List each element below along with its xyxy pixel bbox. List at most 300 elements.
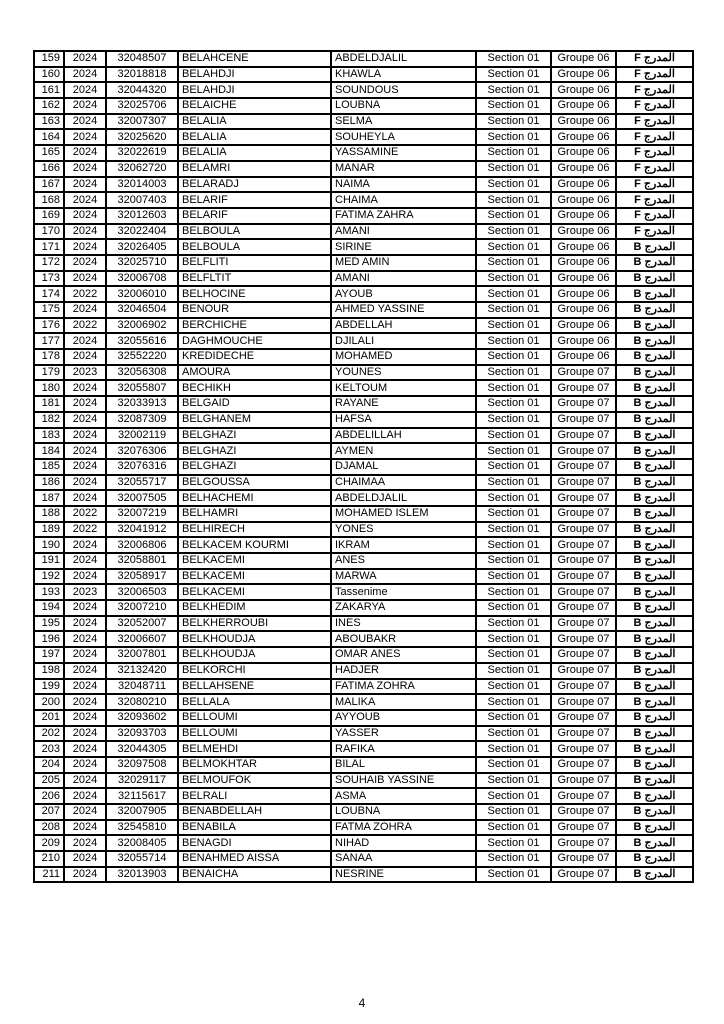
amphi-cell: المدرج B — [616, 788, 693, 804]
section-cell: Section 01 — [476, 490, 551, 506]
last_name-cell: BELGOUSSA — [178, 475, 331, 491]
table-row — [34, 851, 693, 867]
index-cell: 167 — [34, 177, 64, 193]
student-table-body — [34, 51, 693, 882]
id-cell: 32041912 — [106, 522, 178, 538]
year-cell: 2024 — [64, 757, 106, 773]
amphi-cell: المدرج F — [616, 67, 693, 83]
table-row — [34, 286, 693, 302]
year-cell: 2022 — [64, 318, 106, 334]
section-cell: Section 01 — [476, 804, 551, 820]
group-cell: Groupe 07 — [551, 647, 616, 663]
last_name-cell: BELKACEMI — [178, 584, 331, 600]
first_name-cell: SELMA — [331, 114, 476, 130]
first_name-cell: AYMEN — [331, 443, 476, 459]
table-row — [34, 333, 693, 349]
amphi-cell: المدرج F — [616, 192, 693, 208]
last_name-cell: DAGHMOUCHE — [178, 333, 331, 349]
section-cell: Section 01 — [476, 98, 551, 114]
year-cell: 2024 — [64, 804, 106, 820]
year-cell: 2024 — [64, 867, 106, 883]
table-row — [34, 318, 693, 334]
amphi-cell: المدرج F — [616, 177, 693, 193]
year-cell: 2024 — [64, 710, 106, 726]
table-row — [34, 773, 693, 789]
id-cell: 32076316 — [106, 459, 178, 475]
table-row — [34, 349, 693, 365]
index-cell: 164 — [34, 129, 64, 145]
year-cell: 2024 — [64, 302, 106, 318]
section-cell: Section 01 — [476, 114, 551, 130]
last_name-cell: BENABILA — [178, 820, 331, 836]
id-cell: 32055714 — [106, 851, 178, 867]
table-row — [34, 584, 693, 600]
year-cell: 2024 — [64, 192, 106, 208]
amphi-cell: المدرج B — [616, 726, 693, 742]
section-cell: Section 01 — [476, 631, 551, 647]
id-cell: 32022619 — [106, 145, 178, 161]
id-cell: 32044305 — [106, 741, 178, 757]
amphi-cell: المدرج B — [616, 490, 693, 506]
section-cell: Section 01 — [476, 443, 551, 459]
index-cell: 181 — [34, 396, 64, 412]
section-cell: Section 01 — [476, 208, 551, 224]
group-cell: Groupe 07 — [551, 553, 616, 569]
last_name-cell: AMOURA — [178, 365, 331, 381]
first_name-cell: RAFIKA — [331, 741, 476, 757]
last_name-cell: BELKACEMI — [178, 553, 331, 569]
id-cell: 32007801 — [106, 647, 178, 663]
last_name-cell: BELKHOUDJA — [178, 631, 331, 647]
last_name-cell: BELKHERROUBI — [178, 616, 331, 632]
id-cell: 32007219 — [106, 506, 178, 522]
index-cell: 172 — [34, 255, 64, 271]
year-cell: 2024 — [64, 380, 106, 396]
first_name-cell: AYOUB — [331, 286, 476, 302]
index-cell: 185 — [34, 459, 64, 475]
group-cell: Groupe 06 — [551, 114, 616, 130]
first_name-cell: NESRINE — [331, 867, 476, 883]
year-cell: 2023 — [64, 365, 106, 381]
index-cell: 168 — [34, 192, 64, 208]
group-cell: Groupe 07 — [551, 616, 616, 632]
year-cell: 2024 — [64, 741, 106, 757]
table-row — [34, 867, 693, 883]
index-cell: 187 — [34, 490, 64, 506]
section-cell: Section 01 — [476, 506, 551, 522]
first_name-cell: HAFSA — [331, 412, 476, 428]
section-cell: Section 01 — [476, 616, 551, 632]
section-cell: Section 01 — [476, 553, 551, 569]
section-cell: Section 01 — [476, 820, 551, 836]
amphi-cell: المدرج B — [616, 333, 693, 349]
year-cell: 2024 — [64, 412, 106, 428]
group-cell: Groupe 06 — [551, 286, 616, 302]
last_name-cell: KREDIDECHE — [178, 349, 331, 365]
table-row — [34, 428, 693, 444]
index-cell: 174 — [34, 286, 64, 302]
amphi-cell: المدرج B — [616, 428, 693, 444]
amphi-cell: المدرج B — [616, 506, 693, 522]
group-cell: Groupe 07 — [551, 710, 616, 726]
first_name-cell: Tassenime — [331, 584, 476, 600]
table-row — [34, 553, 693, 569]
table-row — [34, 804, 693, 820]
index-cell: 199 — [34, 679, 64, 695]
last_name-cell: BELARIF — [178, 208, 331, 224]
id-cell: 32093703 — [106, 726, 178, 742]
table-row — [34, 631, 693, 647]
id-cell: 32033913 — [106, 396, 178, 412]
table-row — [34, 365, 693, 381]
section-cell: Section 01 — [476, 82, 551, 98]
table-row — [34, 616, 693, 632]
section-cell: Section 01 — [476, 773, 551, 789]
index-cell: 188 — [34, 506, 64, 522]
last_name-cell: BELALIA — [178, 145, 331, 161]
last_name-cell: BELKORCHI — [178, 663, 331, 679]
first_name-cell: FATIMA ZAHRA — [331, 208, 476, 224]
id-cell: 32055807 — [106, 380, 178, 396]
index-cell: 182 — [34, 412, 64, 428]
section-cell: Section 01 — [476, 647, 551, 663]
amphi-cell: المدرج B — [616, 710, 693, 726]
group-cell: Groupe 06 — [551, 208, 616, 224]
group-cell: Groupe 07 — [551, 506, 616, 522]
section-cell: Section 01 — [476, 726, 551, 742]
group-cell: Groupe 07 — [551, 694, 616, 710]
index-cell: 202 — [34, 726, 64, 742]
first_name-cell: FATMA ZOHRA — [331, 820, 476, 836]
section-cell: Section 01 — [476, 161, 551, 177]
first_name-cell: AMANI — [331, 224, 476, 240]
index-cell: 171 — [34, 239, 64, 255]
section-cell: Section 01 — [476, 302, 551, 318]
first_name-cell: KHAWLA — [331, 67, 476, 83]
amphi-cell: المدرج B — [616, 380, 693, 396]
first_name-cell: NAIMA — [331, 177, 476, 193]
year-cell: 2024 — [64, 271, 106, 287]
table-row — [34, 396, 693, 412]
id-cell: 32007403 — [106, 192, 178, 208]
section-cell: Section 01 — [476, 867, 551, 883]
first_name-cell: ANES — [331, 553, 476, 569]
id-cell: 32006902 — [106, 318, 178, 334]
year-cell: 2024 — [64, 537, 106, 553]
section-cell: Section 01 — [476, 459, 551, 475]
section-cell: Section 01 — [476, 51, 551, 67]
id-cell: 32006010 — [106, 286, 178, 302]
group-cell: Groupe 07 — [551, 537, 616, 553]
index-cell: 193 — [34, 584, 64, 600]
first_name-cell: CHAIMA — [331, 192, 476, 208]
index-cell: 173 — [34, 271, 64, 287]
id-cell: 32056308 — [106, 365, 178, 381]
amphi-cell: المدرج B — [616, 522, 693, 538]
group-cell: Groupe 06 — [551, 239, 616, 255]
id-cell: 32048507 — [106, 51, 178, 67]
last_name-cell: BELLOUMI — [178, 710, 331, 726]
year-cell: 2024 — [64, 224, 106, 240]
last_name-cell: BELARIF — [178, 192, 331, 208]
table-row — [34, 302, 693, 318]
section-cell: Section 01 — [476, 663, 551, 679]
table-row — [34, 255, 693, 271]
id-cell: 32022404 — [106, 224, 178, 240]
first_name-cell: DJILALI — [331, 333, 476, 349]
amphi-cell: المدرج B — [616, 616, 693, 632]
first_name-cell: BILAL — [331, 757, 476, 773]
index-cell: 210 — [34, 851, 64, 867]
amphi-cell: المدرج B — [616, 239, 693, 255]
amphi-cell: المدرج B — [616, 569, 693, 585]
id-cell: 32007905 — [106, 804, 178, 820]
id-cell: 32046504 — [106, 302, 178, 318]
first_name-cell: SIRINE — [331, 239, 476, 255]
group-cell: Groupe 06 — [551, 129, 616, 145]
year-cell: 2024 — [64, 98, 106, 114]
last_name-cell: BELHAMRI — [178, 506, 331, 522]
table-row — [34, 82, 693, 98]
first_name-cell: KELTOUM — [331, 380, 476, 396]
last_name-cell: BELKACEM KOURMI — [178, 537, 331, 553]
year-cell: 2024 — [64, 663, 106, 679]
group-cell: Groupe 06 — [551, 192, 616, 208]
section-cell: Section 01 — [476, 710, 551, 726]
last_name-cell: BELFLITI — [178, 255, 331, 271]
section-cell: Section 01 — [476, 600, 551, 616]
table-row — [34, 192, 693, 208]
index-cell: 166 — [34, 161, 64, 177]
table-row — [34, 506, 693, 522]
id-cell: 32093602 — [106, 710, 178, 726]
group-cell: Groupe 06 — [551, 145, 616, 161]
last_name-cell: BELKHOUDJA — [178, 647, 331, 663]
last_name-cell: BELHOCINE — [178, 286, 331, 302]
last_name-cell: BELMOUFOK — [178, 773, 331, 789]
year-cell: 2024 — [64, 475, 106, 491]
id-cell: 32006806 — [106, 537, 178, 553]
last_name-cell: BELAHCENE — [178, 51, 331, 67]
amphi-cell: المدرج B — [616, 255, 693, 271]
group-cell: Groupe 07 — [551, 365, 616, 381]
index-cell: 160 — [34, 67, 64, 83]
group-cell: Groupe 07 — [551, 475, 616, 491]
last_name-cell: BELHIRECH — [178, 522, 331, 538]
section-cell: Section 01 — [476, 757, 551, 773]
table-row — [34, 490, 693, 506]
last_name-cell: BELLALA — [178, 694, 331, 710]
table-row — [34, 679, 693, 695]
table-row — [34, 129, 693, 145]
group-cell: Groupe 07 — [551, 490, 616, 506]
year-cell: 2024 — [64, 333, 106, 349]
id-cell: 32006503 — [106, 584, 178, 600]
group-cell: Groupe 07 — [551, 380, 616, 396]
last_name-cell: BELLAHSENE — [178, 679, 331, 695]
section-cell: Section 01 — [476, 67, 551, 83]
amphi-cell: المدرج B — [616, 349, 693, 365]
index-cell: 189 — [34, 522, 64, 538]
table-row — [34, 663, 693, 679]
year-cell: 2022 — [64, 506, 106, 522]
table-row — [34, 537, 693, 553]
first_name-cell: OMAR ANES — [331, 647, 476, 663]
first_name-cell: IKRAM — [331, 537, 476, 553]
id-cell: 32058801 — [106, 553, 178, 569]
amphi-cell: المدرج B — [616, 271, 693, 287]
id-cell: 32080210 — [106, 694, 178, 710]
id-cell: 32018818 — [106, 67, 178, 83]
amphi-cell: المدرج B — [616, 286, 693, 302]
year-cell: 2024 — [64, 255, 106, 271]
group-cell: Groupe 07 — [551, 804, 616, 820]
group-cell: Groupe 07 — [551, 428, 616, 444]
index-cell: 211 — [34, 867, 64, 883]
table-row — [34, 224, 693, 240]
index-cell: 208 — [34, 820, 64, 836]
first_name-cell: YONES — [331, 522, 476, 538]
amphi-cell: المدرج B — [616, 851, 693, 867]
section-cell: Section 01 — [476, 224, 551, 240]
amphi-cell: المدرج F — [616, 145, 693, 161]
section-cell: Section 01 — [476, 239, 551, 255]
group-cell: Groupe 07 — [551, 820, 616, 836]
index-cell: 163 — [34, 114, 64, 130]
last_name-cell: BENAGDI — [178, 835, 331, 851]
last_name-cell: BELARADJ — [178, 177, 331, 193]
last_name-cell: BELBOULA — [178, 239, 331, 255]
last_name-cell: BELFLTIT — [178, 271, 331, 287]
amphi-cell: المدرج F — [616, 98, 693, 114]
id-cell: 32026405 — [106, 239, 178, 255]
table-row — [34, 459, 693, 475]
amphi-cell: المدرج F — [616, 129, 693, 145]
table-row — [34, 208, 693, 224]
index-cell: 194 — [34, 600, 64, 616]
first_name-cell: AYYOUB — [331, 710, 476, 726]
id-cell: 32006607 — [106, 631, 178, 647]
last_name-cell: BELGHANEM — [178, 412, 331, 428]
year-cell: 2024 — [64, 51, 106, 67]
index-cell: 201 — [34, 710, 64, 726]
section-cell: Section 01 — [476, 255, 551, 271]
amphi-cell: المدرج B — [616, 475, 693, 491]
amphi-cell: المدرج B — [616, 757, 693, 773]
year-cell: 2024 — [64, 114, 106, 130]
section-cell: Section 01 — [476, 333, 551, 349]
section-cell: Section 01 — [476, 584, 551, 600]
id-cell: 32097508 — [106, 757, 178, 773]
section-cell: Section 01 — [476, 694, 551, 710]
last_name-cell: BELBOULA — [178, 224, 331, 240]
first_name-cell: MOHAMED ISLEM — [331, 506, 476, 522]
amphi-cell: المدرج B — [616, 694, 693, 710]
group-cell: Groupe 06 — [551, 177, 616, 193]
first_name-cell: MED AMIN — [331, 255, 476, 271]
table-row — [34, 114, 693, 130]
id-cell: 32115617 — [106, 788, 178, 804]
index-cell: 209 — [34, 835, 64, 851]
first_name-cell: CHAIMAA — [331, 475, 476, 491]
amphi-cell: المدرج B — [616, 584, 693, 600]
id-cell: 32025620 — [106, 129, 178, 145]
section-cell: Section 01 — [476, 679, 551, 695]
amphi-cell: المدرج B — [616, 302, 693, 318]
first_name-cell: ABDELLAH — [331, 318, 476, 334]
index-cell: 179 — [34, 365, 64, 381]
year-cell: 2024 — [64, 788, 106, 804]
index-cell: 191 — [34, 553, 64, 569]
section-cell: Section 01 — [476, 192, 551, 208]
year-cell: 2024 — [64, 835, 106, 851]
index-cell: 196 — [34, 631, 64, 647]
table-row — [34, 67, 693, 83]
year-cell: 2024 — [64, 851, 106, 867]
id-cell: 32008405 — [106, 835, 178, 851]
amphi-cell: المدرج B — [616, 679, 693, 695]
first_name-cell: AHMED YASSINE — [331, 302, 476, 318]
table-row — [34, 475, 693, 491]
group-cell: Groupe 07 — [551, 851, 616, 867]
index-cell: 198 — [34, 663, 64, 679]
index-cell: 178 — [34, 349, 64, 365]
id-cell: 32013903 — [106, 867, 178, 883]
group-cell: Groupe 07 — [551, 569, 616, 585]
first_name-cell: ZAKARYA — [331, 600, 476, 616]
id-cell: 32058917 — [106, 569, 178, 585]
section-cell: Section 01 — [476, 428, 551, 444]
table-row — [34, 380, 693, 396]
last_name-cell: BELGAID — [178, 396, 331, 412]
year-cell: 2024 — [64, 67, 106, 83]
id-cell: 32012603 — [106, 208, 178, 224]
year-cell: 2022 — [64, 522, 106, 538]
last_name-cell: BELKHEDIM — [178, 600, 331, 616]
year-cell: 2024 — [64, 773, 106, 789]
year-cell: 2024 — [64, 396, 106, 412]
group-cell: Groupe 06 — [551, 302, 616, 318]
year-cell: 2024 — [64, 145, 106, 161]
amphi-cell: المدرج F — [616, 51, 693, 67]
last_name-cell: BENAICHA — [178, 867, 331, 883]
index-cell: 177 — [34, 333, 64, 349]
index-cell: 207 — [34, 804, 64, 820]
section-cell: Section 01 — [476, 177, 551, 193]
first_name-cell: DJAMAL — [331, 459, 476, 475]
section-cell: Section 01 — [476, 522, 551, 538]
index-cell: 175 — [34, 302, 64, 318]
index-cell: 170 — [34, 224, 64, 240]
year-cell: 2024 — [64, 82, 106, 98]
index-cell: 203 — [34, 741, 64, 757]
first_name-cell: FATIMA ZOHRA — [331, 679, 476, 695]
section-cell: Section 01 — [476, 396, 551, 412]
year-cell: 2024 — [64, 631, 106, 647]
first_name-cell: SOUNDOUS — [331, 82, 476, 98]
year-cell: 2024 — [64, 177, 106, 193]
year-cell: 2024 — [64, 616, 106, 632]
amphi-cell: المدرج B — [616, 365, 693, 381]
group-cell: Groupe 07 — [551, 443, 616, 459]
id-cell: 32552220 — [106, 349, 178, 365]
index-cell: 205 — [34, 773, 64, 789]
index-cell: 197 — [34, 647, 64, 663]
section-cell: Section 01 — [476, 537, 551, 553]
section-cell: Section 01 — [476, 380, 551, 396]
section-cell: Section 01 — [476, 286, 551, 302]
amphi-cell: المدرج F — [616, 224, 693, 240]
